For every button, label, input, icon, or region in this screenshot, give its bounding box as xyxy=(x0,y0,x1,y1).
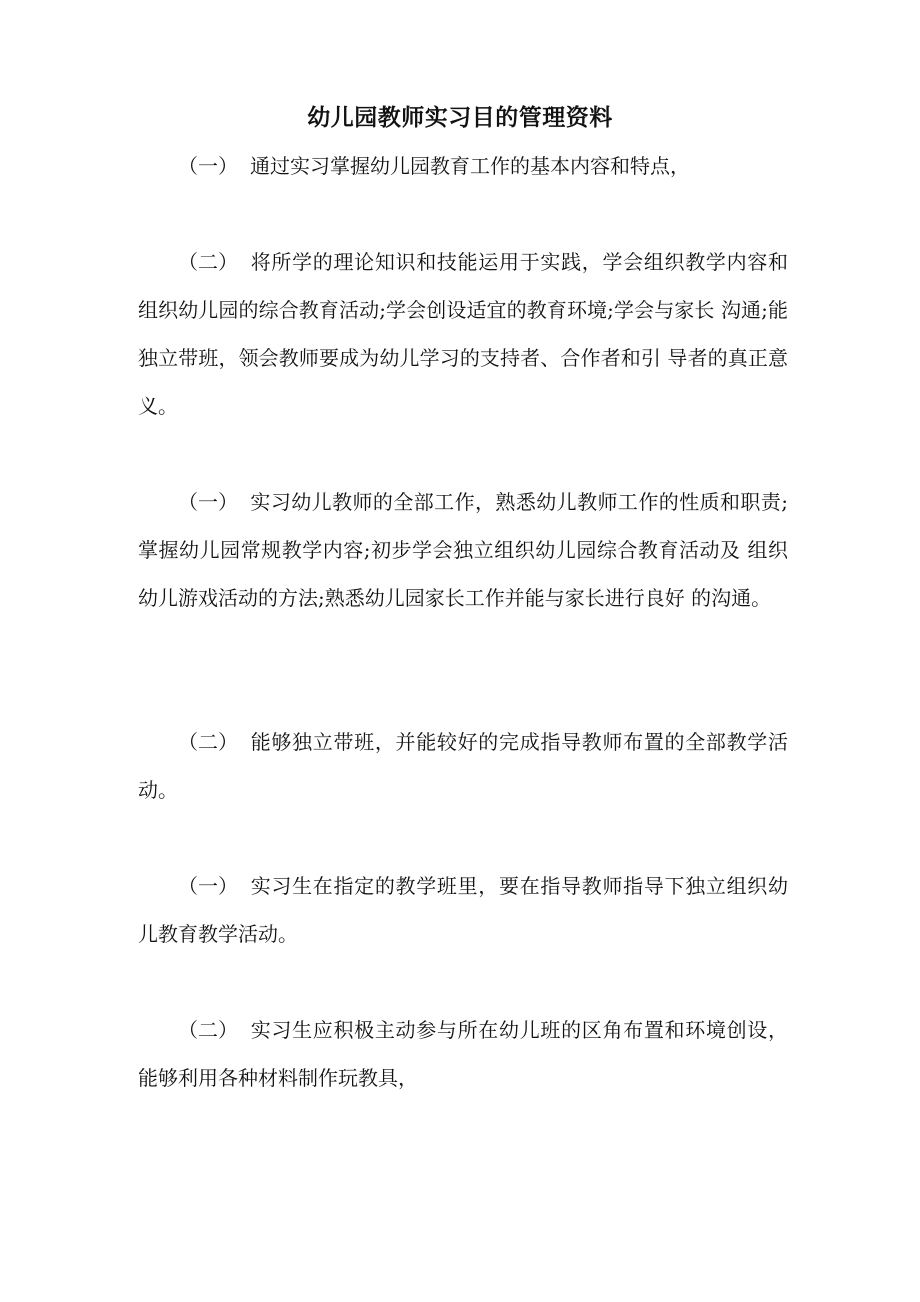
paragraph-3 xyxy=(138,478,788,622)
paragraph-4-text: 能够独立带班，并能较好的完成指导教师布置的全部教学活 动。 xyxy=(138,730,788,802)
paragraph-1 xyxy=(138,142,788,190)
paragraph-6 xyxy=(138,1006,788,1102)
paragraph-4-number: （二） xyxy=(178,730,238,754)
paragraph-2-number: （二） xyxy=(178,250,238,274)
paragraph-1-text: 通过实习掌握幼儿园教育工作的基本内容和特点， xyxy=(250,154,690,178)
paragraph-6-text: 实习生应积极主动参与所在幼儿班的区角布置和环境创设， 能够利用各种材料制作玩教具， xyxy=(138,1018,788,1090)
paragraph-2 xyxy=(138,238,788,430)
paragraph-4 xyxy=(138,718,788,814)
paragraph-5-text: 实习生在指定的教学班里，要在指导教师指导下独立组织幼 儿教育教学活动。 xyxy=(138,874,788,946)
paragraph-5 xyxy=(138,862,788,958)
paragraph-6-number: （二） xyxy=(178,1018,238,1042)
paragraph-2-text: 将所学的理论知识和技能运用于实践，学会组织教学内容和 组织幼儿园的综合教育活动;学会创设适宜的教育环境;学会与家长 沟通;能独立带班，领会教师要成为幼儿学习的支持者、合作者和引 导者的真正意义。 xyxy=(138,250,788,418)
document-title: 幼儿园教师实习目的管理资料 xyxy=(307,104,613,131)
paragraph-1-number: （一） xyxy=(178,154,238,178)
paragraph-5-number: （一） xyxy=(178,874,238,898)
paragraph-3-text: 实习幼儿教师的全部工作，熟悉幼儿教师工作的性质和职责; 掌握幼儿园常规教学内容;初步学会独立组织幼儿园综合教育活动及 组织幼儿游戏活动的方法;熟悉幼儿园家长工作并能与家长进行良好 的沟通。 xyxy=(138,490,788,610)
paragraph-3-number: （一） xyxy=(178,490,238,514)
